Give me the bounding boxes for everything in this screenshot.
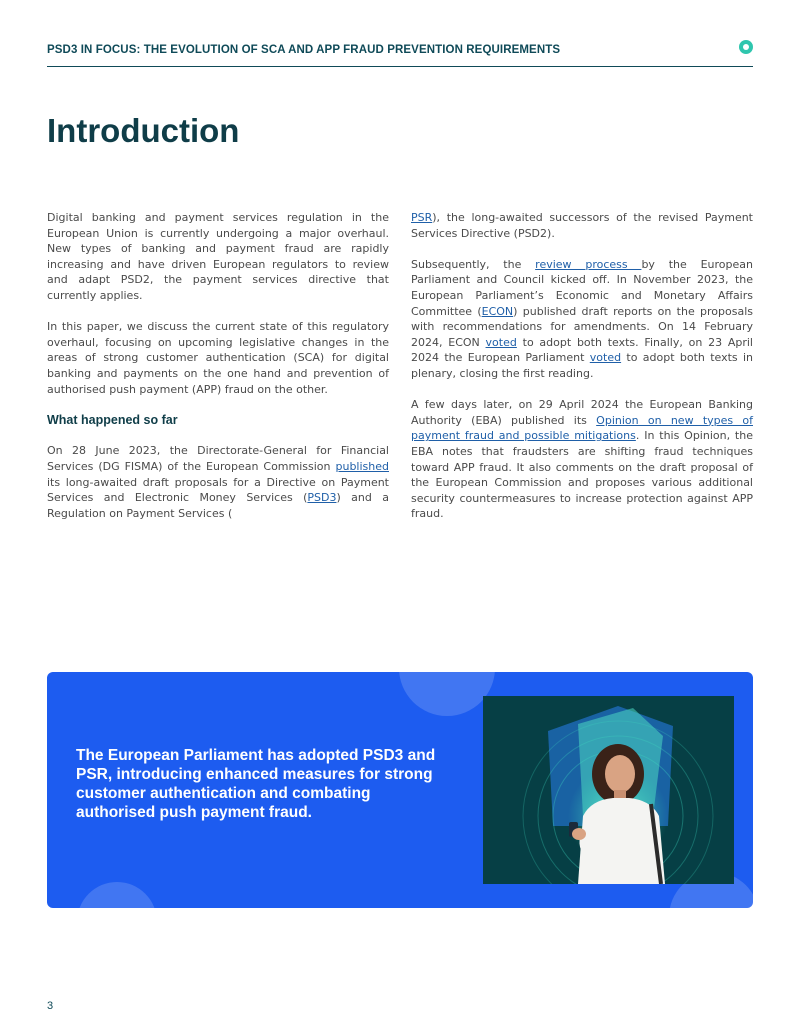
text-span: to adopt both texts in plenary, closing the first reading.: [411, 351, 753, 380]
text-span: On 28 June 2023, the Directorate-General for Financial Services (DG FISMA) of the European Commission: [47, 444, 389, 473]
intro-paragraph-1: Digital banking and payment services regulation in the European Union is currently undergoing a major overhaul. New types of banking and payment fraud are rapidly increasing and have driven European regulators to review and adapt PSD2, the payment services directive that currently applies.: [47, 211, 389, 302]
page-number: 3: [47, 1000, 54, 1012]
decorative-circle: [399, 672, 495, 716]
history-paragraph-3: [411, 397, 753, 522]
text-span: . In this Opinion, the EBA notes that fraudsters are shifting fraud techniques toward APP fraud. It also comments on the draft proposal of the European Commission and proposes various additional security countermeasures to increase protection against APP fraud.: [411, 429, 753, 521]
psr-link[interactable]: PSR: [411, 211, 433, 224]
text-span: to adopt both texts. Finally, on 23 April 2024 the European Parliament: [411, 335, 753, 365]
parliament-voted-link[interactable]: voted: [589, 351, 622, 365]
decorative-circle: [77, 882, 157, 908]
quote-banner: [47, 672, 753, 908]
history-paragraph-1-continued: [411, 210, 753, 241]
page-title: Introduction: [47, 112, 240, 149]
econ-voted-link[interactable]: voted: [485, 335, 517, 349]
text-span: ) and a Regulation on Payment Services (: [47, 491, 389, 520]
text-span: ) published draft reports on the proposals with recommendations for amendments. On 14 February 2024, ECON: [411, 304, 753, 349]
intro-paragraph-2: In this paper, we discuss the current state of this regulatory overhaul, focusing on upcoming legislative changes in the areas of strong customer authentication (SCA) for digital banking and payments on the one hand and prevention of authorised push payment (APP) fraud on the other.: [47, 320, 389, 396]
left-column: [47, 210, 389, 537]
page-header: [47, 40, 753, 67]
text-span: ), the long-awaited successors of the revised Payment Services Directive (PSD2).: [411, 211, 753, 240]
ring-logo-icon: [739, 40, 753, 54]
published-link[interactable]: published: [335, 459, 389, 473]
history-paragraph-1: [47, 443, 389, 521]
banner-quote: The European Parliament has adopted PSD3 and PSR, introducing enhanced measures for strong customer authentication and combating authorised push payment fraud.: [76, 747, 436, 821]
header-title: PSD3 IN FOCUS: THE EVOLUTION OF SCA AND APP FRAUD PREVENTION REQUIREMENTS: [47, 44, 561, 56]
review-process-link[interactable]: review process: [535, 257, 642, 271]
photo-illustration: [483, 696, 734, 884]
text-span: A few days later, on 29 April 2024 the European Banking Authority (EBA) published its: [411, 398, 753, 427]
text-span: Subsequently, the: [411, 257, 536, 271]
eba-opinion-link[interactable]: Opinion on new types of payment fraud and possible mitigations: [411, 413, 753, 443]
history-paragraph-2: [411, 257, 753, 382]
econ-link[interactable]: ECON: [481, 304, 514, 318]
woman-with-phone-photo: [483, 696, 734, 884]
section-heading: What happened so far: [47, 412, 178, 427]
right-column: [411, 210, 753, 537]
text-span: by the European Parliament and Council kicked off. In November 2023, the European Parliament’s Economic and Monetary Affairs Committee (: [411, 257, 753, 318]
text-span: its long-awaited draft proposals for a Directive on Payment Services and Electronic Money Services (: [47, 475, 389, 505]
psd3-link[interactable]: PSD3: [307, 491, 337, 505]
